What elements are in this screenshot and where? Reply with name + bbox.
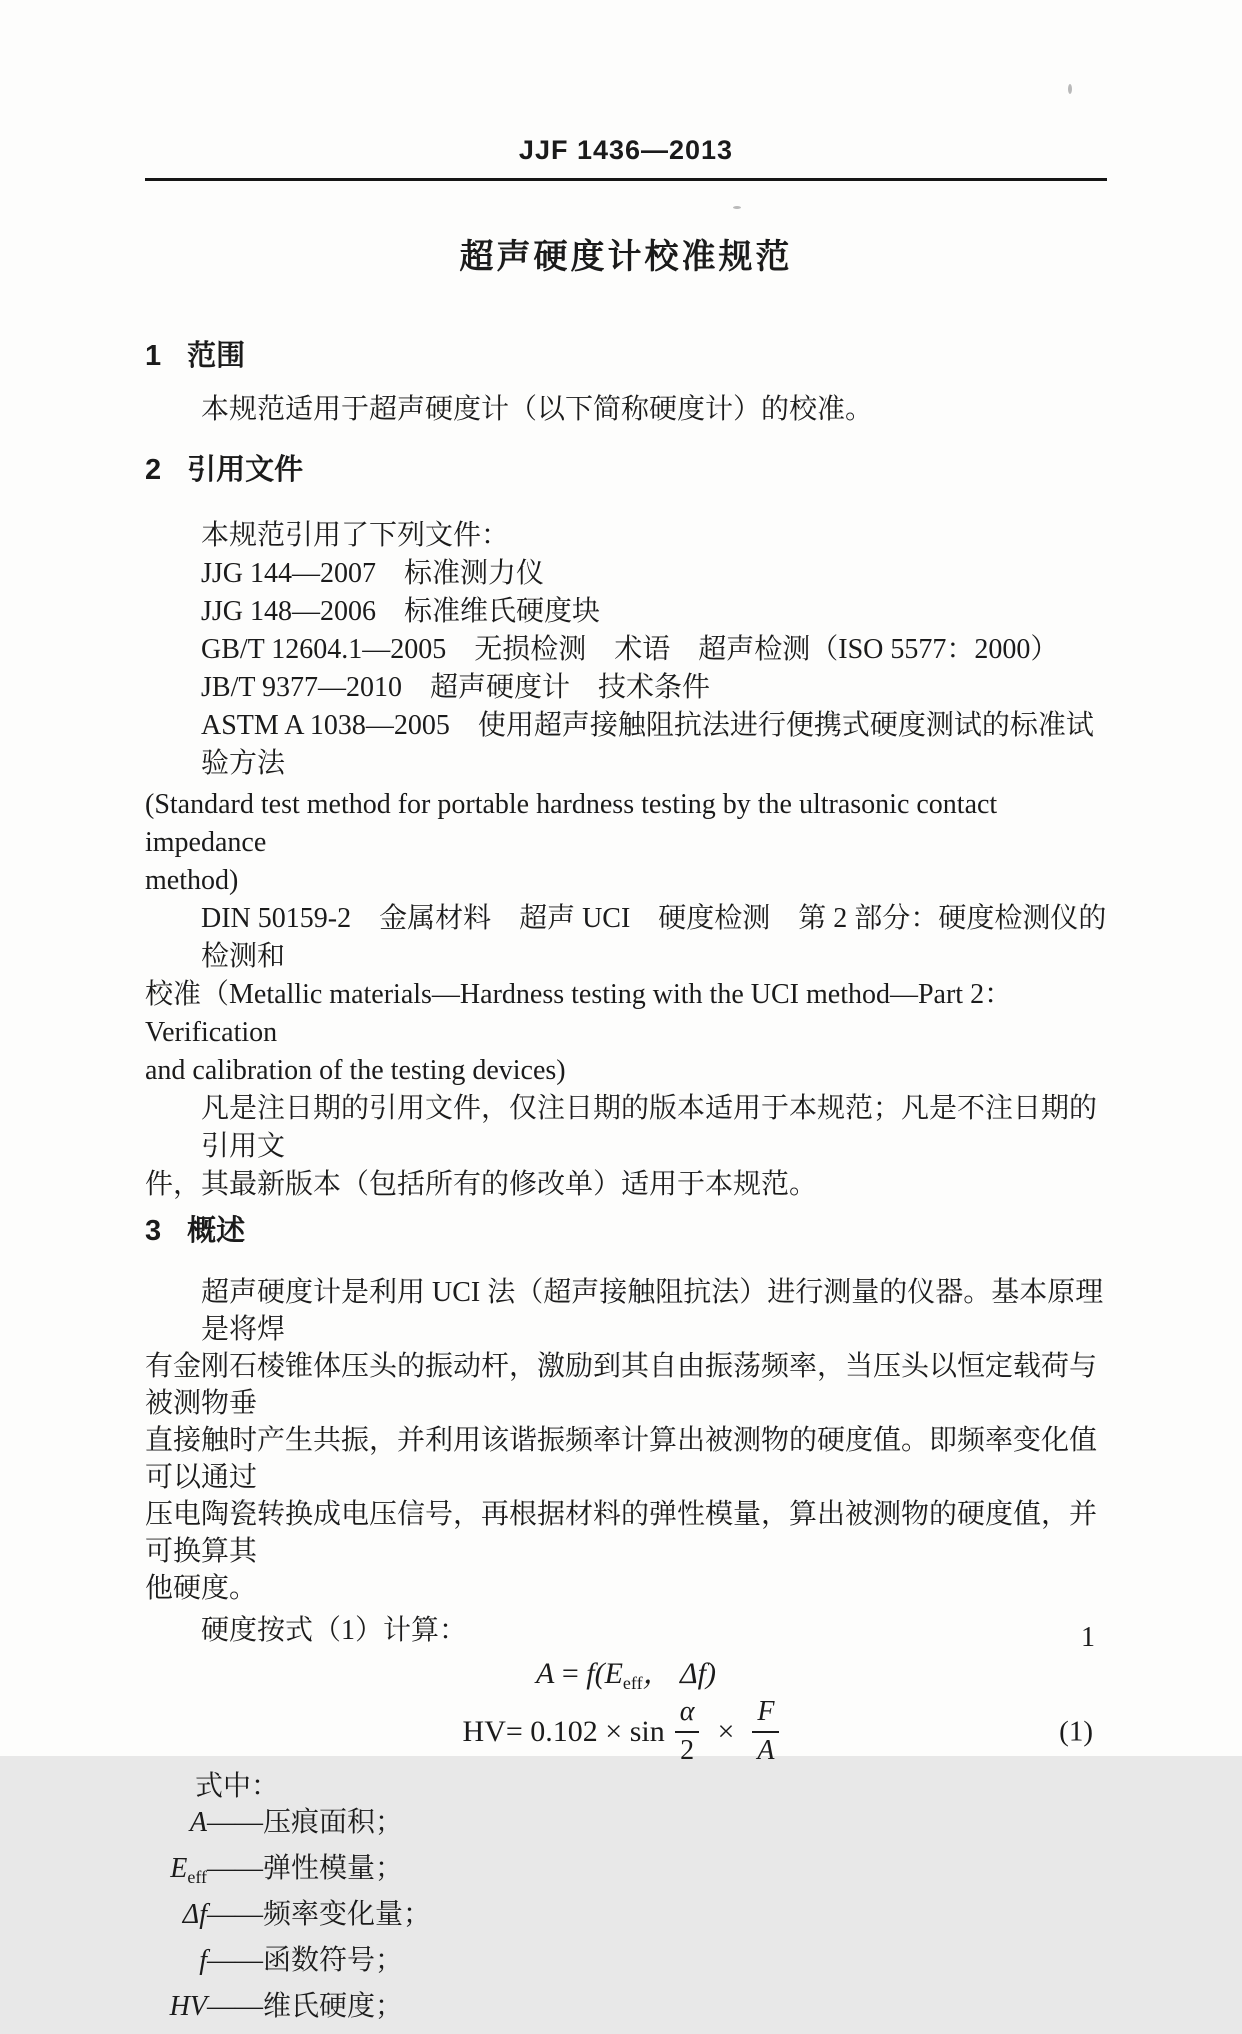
- section-2-intro: 本规范引用了下列文件：: [201, 520, 510, 551]
- scan-artifact: [1068, 84, 1072, 94]
- section-2-title: 引用文件: [187, 454, 304, 486]
- definition-dash: ——: [207, 1853, 263, 1884]
- fraction-F-over-A: [752, 1697, 779, 1767]
- formula-a-equals: =: [554, 1657, 587, 1690]
- overview-paragraph-line: 他硬度。: [145, 1573, 258, 1604]
- overview-paragraph-line: 压电陶瓷转换成电压信号，再根据材料的弹性模量，算出被测物的硬度值，并可换算其: [145, 1499, 1098, 1567]
- definition-description: 频率变化量；: [263, 1899, 432, 1930]
- definition-description: 维氏硬度；: [263, 1991, 404, 2022]
- page-title: 超声硬度计校准规范: [459, 238, 793, 276]
- reference-item: JJG 148—2006 标准维氏硬度块: [201, 596, 601, 627]
- formula-area-function: [145, 1654, 1107, 1694]
- section-2-number: 2: [145, 454, 162, 486]
- formula-hv-equals: = 0.102 × sin: [505, 1715, 665, 1748]
- page-content: [145, 0, 1107, 2034]
- definition-dash: ——: [207, 1945, 263, 1976]
- dated-reference-note-line: 件，其最新版本（包括所有的修改单）适用于本规范。: [145, 1169, 818, 1200]
- reference-astm-english-line: (Standard test method for portable hardness testing by the ultrasonic contact impedance: [145, 789, 998, 858]
- fraction-numerator: F: [752, 1697, 779, 1733]
- doc-code-header: JJF 1436—2013: [518, 135, 734, 165]
- overview-paragraph-line: 直接触时产生共振，并利用该谐振频率计算出被测物的硬度值。即频率变化值可以通过: [145, 1425, 1098, 1493]
- formula-vickers-hardness: [145, 1694, 1107, 1770]
- definition-symbol: f: [199, 1945, 207, 1976]
- section-3-number: 3: [145, 1215, 162, 1247]
- formula-a-function: f(: [586, 1657, 605, 1690]
- section-1-number: 1: [145, 340, 162, 372]
- reference-item: JJG 144—2007 标准测力仪: [201, 558, 545, 589]
- fraction-denominator: 2: [680, 1735, 695, 1766]
- formula-a-rest: ， Δf): [642, 1657, 716, 1690]
- where-label: 式中：: [195, 1771, 280, 1802]
- formula-a-E-subscript: eff: [622, 1673, 643, 1693]
- fraction-denominator: A: [757, 1735, 775, 1766]
- reference-din-line: 校准（Metallic materials—Hardness testing with the UCI method—Part 2：Verification: [145, 979, 1013, 1048]
- definition-row: [145, 1896, 1107, 1942]
- reference-din-line: DIN 50159-2 金属材料 超声 UCI 硬度检测 第 2 部分：硬度检测仪的检测和: [201, 903, 1107, 972]
- formula-hv-lhs: HV: [462, 1715, 506, 1748]
- definition-symbol: HV: [169, 1991, 207, 2022]
- fraction-alpha-over-2: [675, 1697, 700, 1767]
- section-2-heading: [145, 451, 1107, 489]
- formula-intro: 硬度按式（1）计算：: [201, 1615, 468, 1646]
- definition-row: [145, 1942, 1107, 1988]
- definition-row: [145, 1804, 1107, 1850]
- page-number: 1: [1081, 1622, 1095, 1653]
- definition-description: 函数符号；: [263, 1945, 404, 1976]
- definition-symbol: $E_{eff}$: [170, 1853, 207, 1887]
- definition-dash: ——: [207, 1991, 263, 2022]
- formula-hv-times: ×: [717, 1715, 735, 1748]
- reference-item: GB/T 12604.1—2005 无损检测 术语 超声检测（ISO 5577：2000）: [201, 634, 1059, 665]
- definition-symbol: Δf: [182, 1899, 207, 1930]
- definition-dash: ——: [207, 1899, 263, 1930]
- definition-description: 弹性模量；: [263, 1853, 404, 1884]
- section-3-title: 概述: [187, 1215, 246, 1247]
- overview-paragraph-line: 有金刚石棱锥体压头的振动杆，激励到其自由振荡频率，当压头以恒定载荷与被测物垂: [145, 1351, 1098, 1419]
- dated-reference-note-line: 凡是注日期的引用文件，仅注日期的版本适用于本规范；凡是不注日期的引用文: [201, 1093, 1098, 1162]
- fraction-numerator: α: [675, 1697, 700, 1733]
- overview-paragraph-line: 超声硬度计是利用 UCI 法（超声接触阻抗法）进行测量的仪器。基本原理是将焊: [201, 1277, 1104, 1345]
- definition-row: [145, 1988, 1107, 2034]
- definition-row: [145, 1850, 1107, 1896]
- reference-item: JB/T 9377—2010 超声硬度计 技术条件: [201, 672, 710, 703]
- scan-artifact: [733, 206, 741, 209]
- definition-symbol: A: [189, 1807, 207, 1838]
- definition-dash: ——: [207, 1807, 263, 1838]
- header-rule: [145, 178, 1107, 181]
- equation-number: (1): [1059, 1715, 1093, 1748]
- formula-a-lhs: A: [536, 1657, 555, 1690]
- section-1-body: 本规范适用于超声硬度计（以下简称硬度计）的校准。: [201, 394, 874, 425]
- section-1-title: 范围: [187, 340, 246, 372]
- section-3-heading: [145, 1212, 1107, 1250]
- formula-a-E: E: [604, 1657, 623, 1690]
- reference-astm-english-line: method): [145, 865, 239, 896]
- reference-din-line: and calibration of the testing devices): [145, 1055, 566, 1086]
- reference-item: ASTM A 1038—2005 使用超声接触阻抗法进行便携式硬度测试的标准试验方法: [201, 710, 1094, 779]
- definition-description: 压痕面积；: [263, 1807, 404, 1838]
- section-1-heading: [145, 337, 1107, 375]
